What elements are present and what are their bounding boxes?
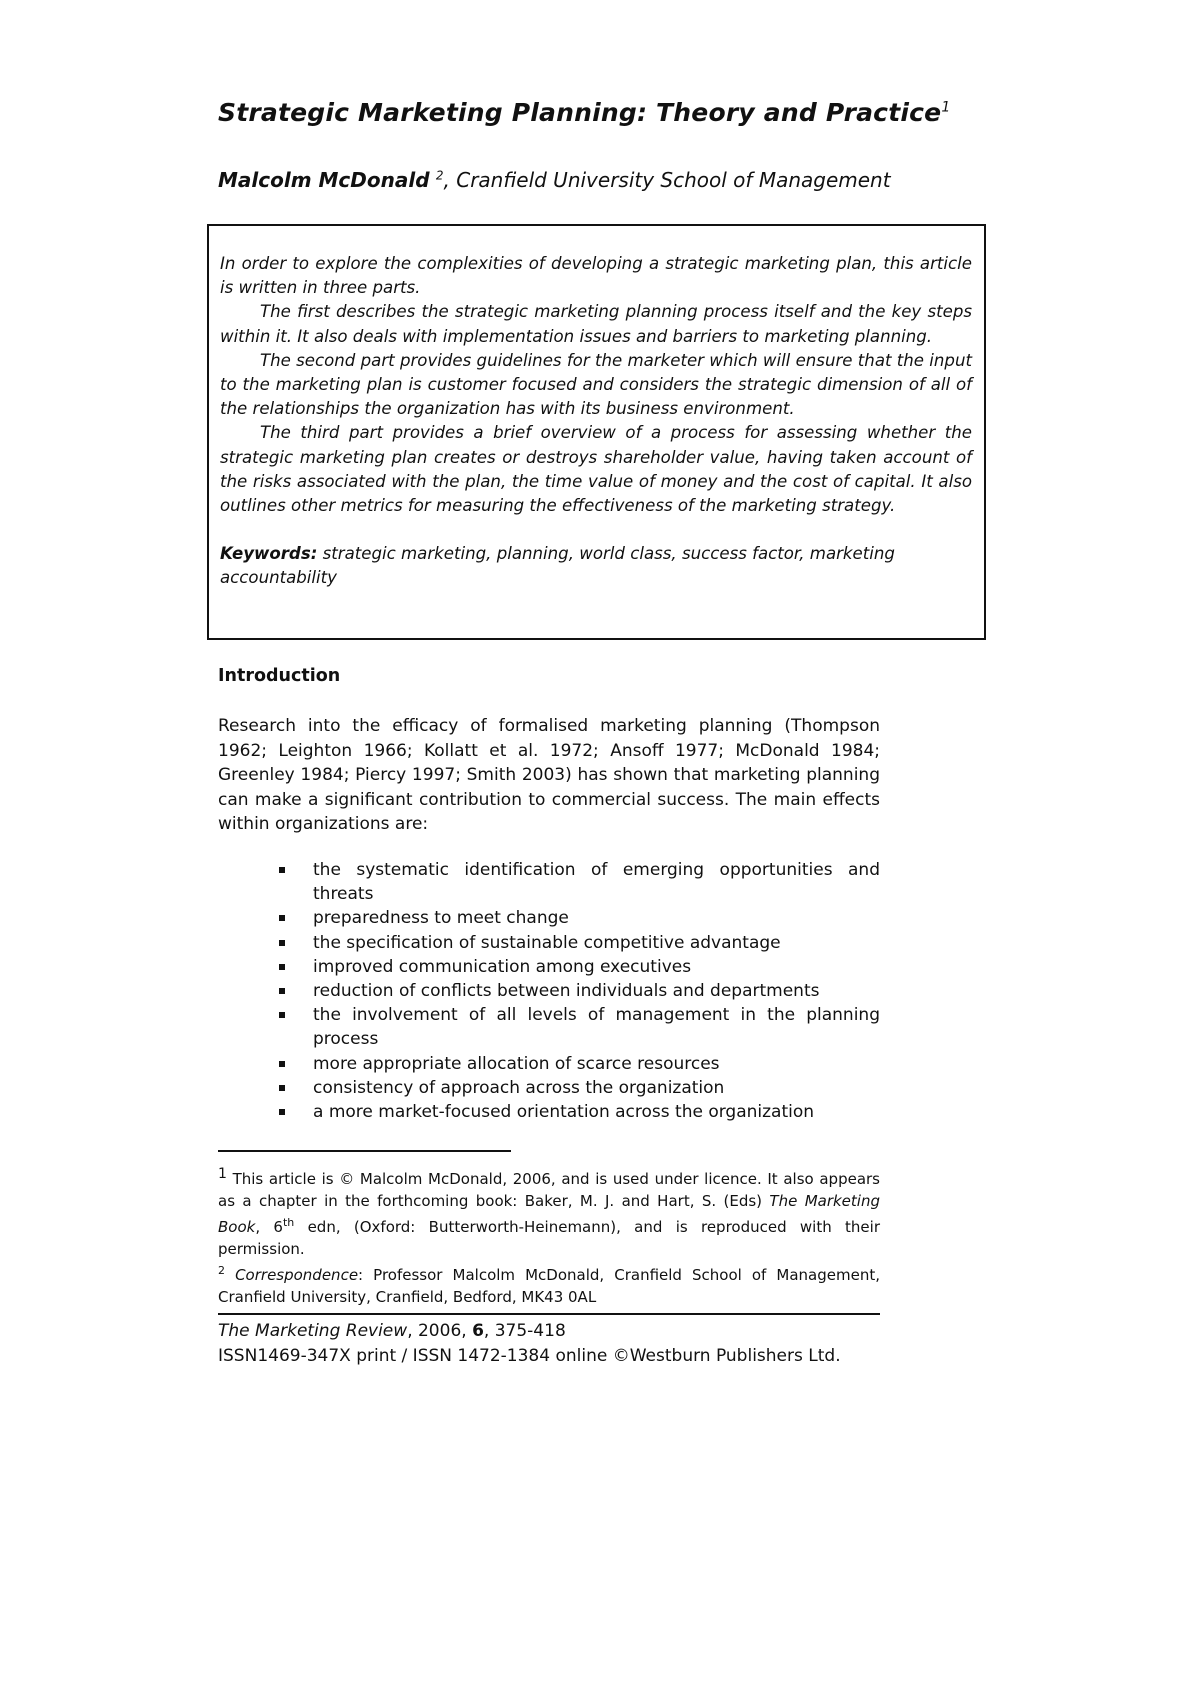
page-range: , 375-418 xyxy=(483,1321,566,1341)
footnote-2 xyxy=(218,1260,880,1308)
volume-number: 6 xyxy=(472,1321,484,1341)
abstract-paragraph: The first describes the strategic marketing planning process itself and the key steps within it. It also deals with implementation issues and barriers to marketing planning. xyxy=(220,302,972,346)
list-item xyxy=(218,1076,880,1100)
square-bullet-icon xyxy=(279,940,285,946)
issn-line: ISSN1469-347X print / ISSN 1472-1384 online ©Westburn Publishers Ltd. xyxy=(218,1345,841,1366)
square-bullet-icon xyxy=(279,915,285,921)
footnote-2-label: Correspondence xyxy=(235,1266,359,1284)
journal-name: The Marketing Review xyxy=(218,1321,408,1341)
keywords xyxy=(220,542,972,590)
footnote-1-book-title: The Marketing Book xyxy=(218,1191,880,1236)
list-item xyxy=(218,1052,880,1076)
square-bullet-icon xyxy=(279,867,285,873)
article-title xyxy=(218,98,1018,127)
list-item-text: the specification of sustainable competitive advantage xyxy=(313,932,781,953)
list-item xyxy=(218,931,880,955)
citation-line xyxy=(218,1319,978,1344)
square-bullet-icon xyxy=(279,1012,285,1018)
list-item xyxy=(218,1003,880,1051)
list-item xyxy=(218,1100,880,1124)
effects-list xyxy=(218,858,880,1124)
abstract-paragraph: The second part provides guidelines for the marketer which will ensure that the input to the marketing plan is customer focused and considers the strategic dimension of all of the relationships the organization has with its business environment. xyxy=(220,350,972,419)
list-item-text: preparedness to meet change xyxy=(313,908,569,929)
list-item-text: consistency of approach across the organization xyxy=(313,1077,725,1098)
footnotes xyxy=(218,1164,880,1308)
footnote-1-mark: 1 xyxy=(218,1166,227,1182)
list-item-text: a more market-focused orientation across the organization xyxy=(313,1102,815,1123)
title-footnote-mark[interactable]: 1 xyxy=(941,99,951,116)
list-item-text: improved communication among executives xyxy=(313,956,692,977)
publication-year: , 2006, xyxy=(407,1321,473,1341)
square-bullet-icon xyxy=(279,988,285,994)
footnote-1-text: This article is © Malcolm McDonald, 2006, and is used under licence. It also appears as a chapter in the forthcoming book: Baker, M. J. and Hart, S. (Eds) xyxy=(218,1170,880,1210)
list-item-text: more appropriate allocation of scarce resources xyxy=(313,1053,720,1074)
publication-info xyxy=(218,1319,978,1368)
keywords-text: strategic marketing, planning, world class, success factor, marketing accountability xyxy=(220,544,895,588)
author-footnote-mark[interactable]: 2 xyxy=(435,168,444,183)
author-affiliation: , Cranfield University School of Management xyxy=(443,168,891,192)
square-bullet-icon xyxy=(279,964,285,970)
footnote-2-text: : Professor Malcolm McDonald, Cranfield School of Management, Cranfield University, Cranfield, Bedford, MK43 0AL xyxy=(218,1266,880,1306)
list-item-text: the systematic identification of emerging opportunities and threats xyxy=(313,860,880,905)
list-item xyxy=(218,858,880,906)
square-bullet-icon xyxy=(279,1109,285,1115)
footnote-2-mark: 2 xyxy=(218,1264,225,1277)
footnote-divider xyxy=(218,1150,511,1152)
footnote-1-edition-suffix: th xyxy=(282,1216,295,1229)
footnote-1-edition: , 6 xyxy=(255,1218,283,1236)
section-heading-introduction: Introduction xyxy=(218,666,341,686)
author-line xyxy=(218,168,1018,192)
keywords-label: Keywords: xyxy=(220,544,318,564)
author-name: Malcolm McDonald xyxy=(218,168,430,192)
article-title-text: Strategic Marketing Planning: Theory and Practice xyxy=(218,98,942,127)
abstract-box xyxy=(207,224,986,640)
square-bullet-icon xyxy=(279,1085,285,1091)
list-item xyxy=(218,979,880,1003)
introduction-paragraph: Research into the efficacy of formalised marketing planning (Thompson 1962; Leighton 1966; Kollatt et al. 1972; Ansoff 1977; McDonald 1984; Greenley 1984; Piercy 1997; Smith 2003) has shown that marketing planning can make a significant contribution to commercial success. The main effects within organizations are: xyxy=(218,716,880,834)
abstract-paragraph: The third part provides a brief overview of a process for assessing whether the strategic marketing plan creates or destroys shareholder value, having taken account of the risks associated with the plan, the time value of money and the cost of capital. It also outlines other metrics for measuring the effectiveness of the marketing strategy. xyxy=(220,423,972,516)
footnote-1 xyxy=(218,1164,880,1260)
square-bullet-icon xyxy=(279,1061,285,1067)
list-item-text: reduction of conflicts between individuals and departments xyxy=(313,981,820,1002)
publication-divider xyxy=(218,1313,880,1315)
list-item xyxy=(218,906,880,930)
list-item-text: the involvement of all levels of management in the planning process xyxy=(313,1005,880,1050)
abstract-paragraph: In order to explore the complexities of developing a strategic marketing plan, this article is written in three parts. xyxy=(220,254,972,298)
list-item xyxy=(218,955,880,979)
footnote-1-text-end: edn, (Oxford: Butterworth-Heinemann), and is reproduced with their permission. xyxy=(218,1218,880,1258)
